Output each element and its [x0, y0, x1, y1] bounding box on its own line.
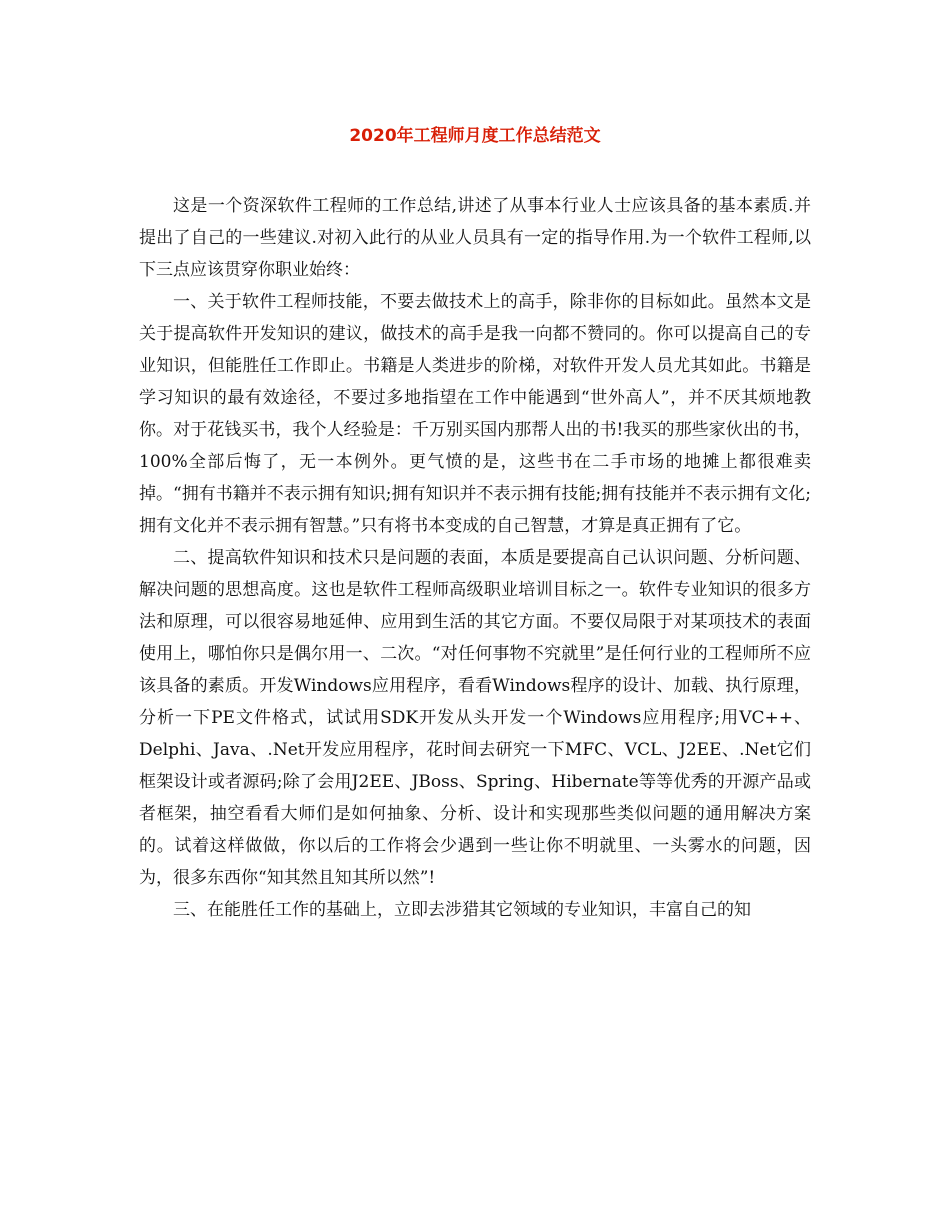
paragraph-point-one: 一、关于软件工程师技能，不要去做技术上的高手，除非你的目标如此。虽然本文是关于提高软件开发知识的建议，做技术的高手是我一向都不赞同的。你可以提高自己的专业知识，但能胜任工作即止。书籍是人类进步的阶梯，对软件开发人员尤其如此。书籍是学习知识的最有效途径，不要过多地指望在工作中能遇到“世外高人”，并不厌其烦地教你。对于花钱买书，我个人经验是：千万别买国内那帮人出的书!我买的那些家伙出的书，100%全部后悔了，无一本例外。更气愤的是，这些书在二手市场的地摊上都很难卖掉。“拥有书籍并不表示拥有知识;拥有知识并不表示拥有技能;拥有技能并不表示拥有文化;拥有文化并不表示拥有智慧。”只有将书本变成的自己智慧，才算是真正拥有了它。: [139, 292, 811, 536]
document-body: [139, 190, 811, 926]
paragraph-point-two: 二、提高软件知识和技术只是问题的表面，本质是要提高自己认识问题、分析问题、解决问题的思想高度。这也是软件工程师高级职业培训目标之一。软件专业知识的很多方法和原理，可以很容易地延伸、应用到生活的其它方面。不要仅局限于对某项技术的表面使用上，哪怕你只是偶尔用一、二次。“对任何事物不究就里”是任何行业的工程师所不应该具备的素质。开发Windows应用程序，看看Windows程序的设计、加载、执行原理，分析一下PE文件格式，试试用SDK开发从头开发一个Windows应用程序;用VC++、Delphi、Java、.Net开发应用程序，花时间去研究一下MFC、VCL、J2EE、.Net它们框架设计或者源码;除了会用J2EE、JBoss、Spring、Hibernate等等优秀的开源产品或者框架，抽空看看大师们是如何抽象、分析、设计和实现那些类似问题的通用解决方案的。试着这样做做，你以后的工作将会少遇到一些让你不明就里、一头雾水的问题，因为，很多东西你“知其然且知其所以然”!: [139, 548, 811, 888]
document-title: 2020年工程师月度工作总结范文: [349, 126, 601, 146]
paragraph-intro: 这是一个资深软件工程师的工作总结,讲述了从事本行业人士应该具备的基本素质.并提出了自己的一些建议.对初入此行的从业人员具有一定的指导作用.为一个软件工程师,以下三点应该贯穿你职业始终：: [139, 196, 811, 280]
paragraph-point-three: 三、在能胜任工作的基础上，立即去涉猎其它领域的专业知识，丰富自己的知: [173, 900, 751, 920]
